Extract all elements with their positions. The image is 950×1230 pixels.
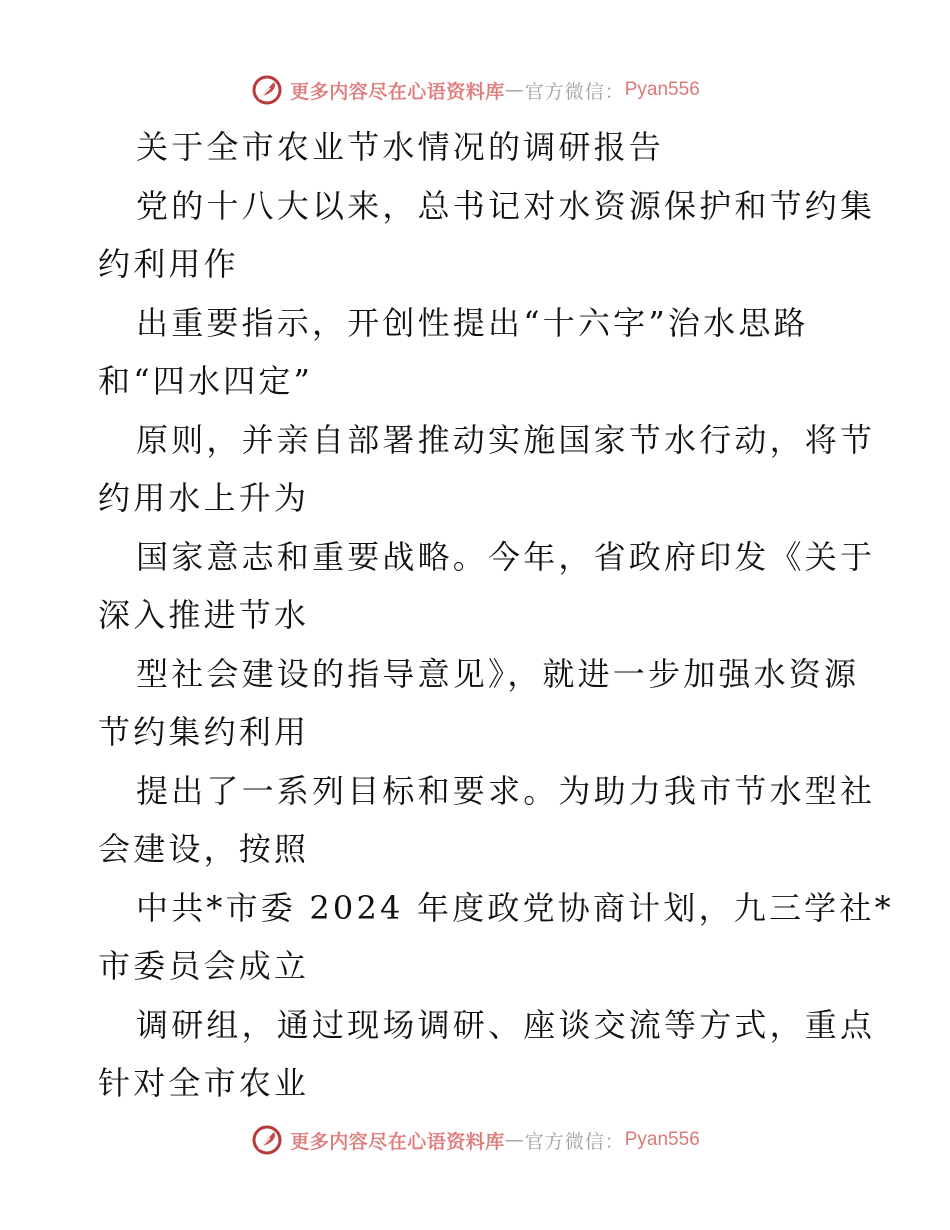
paragraph-line: 市委员会成立: [98, 947, 310, 985]
footer-brand-text: 更多内容尽在心语资料库: [290, 1130, 505, 1153]
paragraph-line: 调研组，通过现场调研、座谈交流等方式，重点: [136, 1005, 876, 1044]
document-title: 关于全市农业节水情况的调研报告: [136, 128, 665, 166]
paragraph-line: 节约集约利用: [98, 713, 310, 751]
paragraph-line: 和“四水四定”: [98, 362, 314, 400]
paragraph-line: 提出了一系列目标和要求。为助力我市节水型社: [136, 771, 876, 810]
paragraph-line: 型社会建设的指导意见》，就进一步加强水资源: [136, 654, 860, 693]
footer-wechat-id: Pyan556: [624, 1129, 700, 1150]
footer-banner: [0, 1120, 950, 1160]
footer-wechat-label: 官方微信：: [524, 1130, 625, 1153]
paragraph-line: 约利用作: [98, 245, 239, 283]
paragraph-line: 会建设，按照: [98, 830, 310, 868]
header-wechat-id: Pyan556: [624, 79, 700, 100]
header-separator: —: [504, 79, 525, 101]
paragraph-line: 针对全市农业: [98, 1064, 310, 1102]
footer-separator: —: [504, 1129, 525, 1151]
feather-logo-icon: [250, 1123, 284, 1157]
paragraph-line: 中共*市委 2024 年度政党协商计划，九三学社*: [136, 888, 894, 927]
paragraph-line: 出重要指示，开创性提出“十六字”治水思路: [136, 303, 809, 342]
paragraph-line: 原则，并亲自部署推动实施国家节水行动，将节: [136, 420, 876, 459]
header-wechat-label: 官方微信：: [524, 80, 625, 103]
feather-logo-icon: [250, 73, 284, 107]
header-banner: [0, 70, 950, 110]
header-brand-text: 更多内容尽在心语资料库: [290, 80, 505, 103]
paragraph-line: 党的十八大以来，总书记对水资源保护和节约集: [136, 186, 876, 225]
document-body: [98, 118, 894, 1113]
paragraph-line: 约用水上升为: [98, 479, 310, 517]
paragraph-line: 国家意志和重要战略。今年，省政府印发《关于: [136, 537, 876, 576]
paragraph-line: 深入推进节水: [98, 596, 310, 634]
